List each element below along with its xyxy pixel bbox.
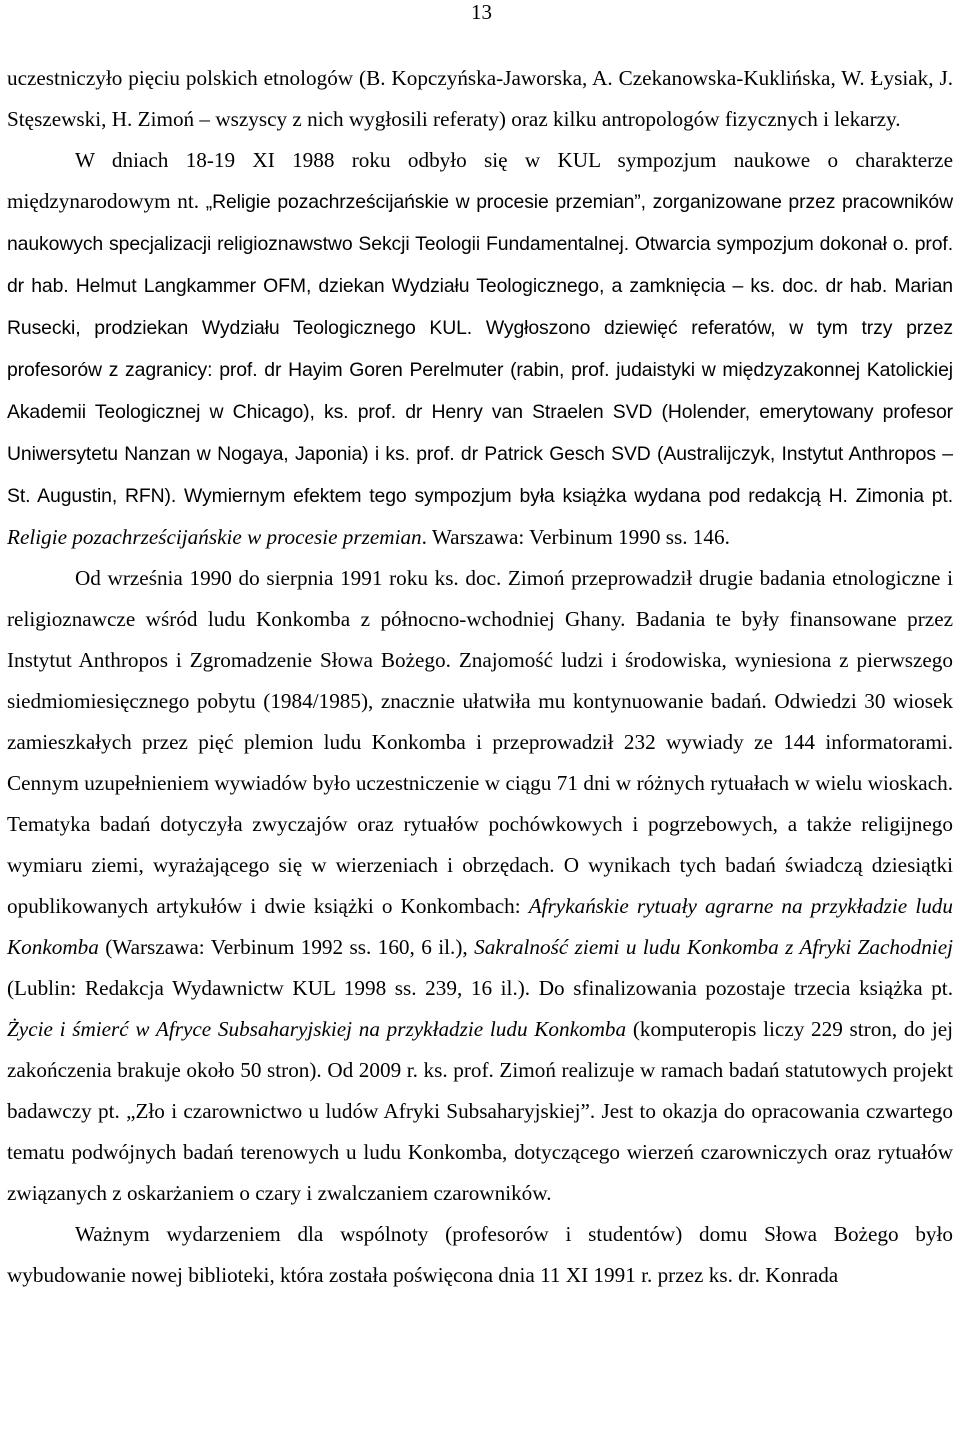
paragraph-1-text: uczestniczyło pięciu polskich etnologów (B. Kopczyńska-Jaworska, A. Czekanowska-Kuklińska, W. Łysiak, J. Stęszewski, H. Zimoń – wszyscy z nich wygłosili referaty) oraz kilku antropologów fizycznych i lekarzy.	[7, 66, 953, 131]
paragraph-3-book-title-1: Afrykańskie rytuały agrarne na przykładzie ludu Konkomba	[7, 894, 953, 959]
paragraph-3-text-2: (Warszawa: Verbinum 1992 ss. 160, 6 il.),	[98, 935, 475, 959]
document-body	[7, 58, 953, 1296]
paragraph-4-text: Ważnym wydarzeniem dla wspólnoty (profesorów i studentów) domu Słowa Bożego było wybudowanie nowej biblioteki, która została poświęcona dnia 11 XI 1991 r. przez ks. dr. Konrada	[7, 1222, 953, 1287]
paragraph-3	[7, 558, 953, 1214]
paragraph-3-text-1: Od września 1990 do sierpnia 1991 roku ks. doc. Zimoń przeprowadził drugie badania etnologiczne i religioznawcze wśród ludu Konkomba z północno-wchodniej Ghany. Badania te były finansowane przez Instytut Anthropos i Zgromadzenie Słowa Bożego. Znajomość ludzi i środowiska, wyniesiona z pierwszego siedmiomiesięcznego pobytu (1984/1985), znacznie ułatwiła mu kontynuowanie badań. Odwiedzi 30 wiosek zamieszkałych przez pięć plemion ludu Konkomba i przeprowadził 232 wywiady ze 144 informatorami. Cennym uzupełnieniem wywiadów było uczestniczenie w ciągu 71 dni w różnych rytuałach w wielu wioskach. Tematyka badań dotyczyła zwyczajów oraz rytuałów pochówkowych i pogrzebowych, a także religijnego wymiaru ziemi, wyrażającego się w wierzeniach i obrzędach. O wynikach tych badań świadczą dziesiątki opublikowanych artykułów i dwie książki o Konkombach:	[7, 566, 953, 918]
paragraph-2-book-title: Religie pozachrześcijańskie w procesie przemian	[7, 525, 422, 549]
paragraph-2-serif-start: W dniach 18-19 XI 1988 roku odbyło się w KUL sympozjum naukowe o charakterze międzynarodowym nt.	[7, 148, 953, 213]
paragraph-3-text-4: (komputeropis liczy 229 stron, do jej zakończenia brakuje około 50 stron). Od 2009 r. ks. prof. Zimoń realizuje w ramach badań statutowych projekt badawczy pt. „Zło i czarownictwo u ludów Afryki Subsaharyjskiej”. Jest to okazja do opracowania czwartego tematu podwójnych badań terenowych u ludu Konkomba, dotyczącego wierzeń czarowniczych oraz rytuałów związanych z oskarżaniem o czary i zwalczaniem czarowników.	[7, 1017, 953, 1205]
paragraph-2-end: . Warszawa: Verbinum 1990 ss. 146.	[421, 525, 730, 549]
paragraph-3-text-3: (Lublin: Redakcja Wydawnictw KUL 1998 ss. 239, 16 il.). Do sfinalizowania pozostaje trzecia książka pt.	[7, 976, 953, 1000]
paragraph-2-sans-text: „Religie pozachrześcijańskie w procesie przemian”, zorganizowane przez pracowników naukowych specjalizacji religioznawstwo Sekcji Teologii Fundamentalnej. Otwarcia sympozjum dokonał o. prof. dr hab. Helmut Langkammer OFM, dziekan Wydziału Teologicznego, a zamknięcia – ks. doc. dr hab. Marian Rusecki, prodziekan Wydziału Teologicznego KUL. Wygłoszono dziewięć referatów, w tym trzy przez profesorów z zagranicy: prof. dr Hayim Goren Perelmuter (rabin, prof. judaistyki w międzyzakonnej Katolickiej Akademii Teologicznej w Chicago), ks. prof. dr Henry van Straelen SVD (Holender, emerytowany profesor Uniwersytetu Nanzan w Nogaya, Japonia) i ks. prof. dr Patrick Gesch SVD (Australijczyk, Instytut Anthropos – St. Augustin, RFN). Wymiernym efektem tego sympozjum była książka wydana pod redakcją H. Zimonia pt.	[7, 191, 953, 507]
paragraph-3-book-title-2: Sakralność ziemi u ludu Konkomba z Afryki Zachodniej	[474, 935, 953, 959]
paragraph-1	[7, 58, 953, 140]
paragraph-4	[7, 1214, 953, 1296]
paragraph-3-book-title-3: Życie i śmierć w Afryce Subsaharyjskiej na przykładzie ludu Konkomba	[7, 1017, 627, 1041]
page-number: 13	[471, 0, 492, 24]
paragraph-2	[7, 140, 953, 558]
